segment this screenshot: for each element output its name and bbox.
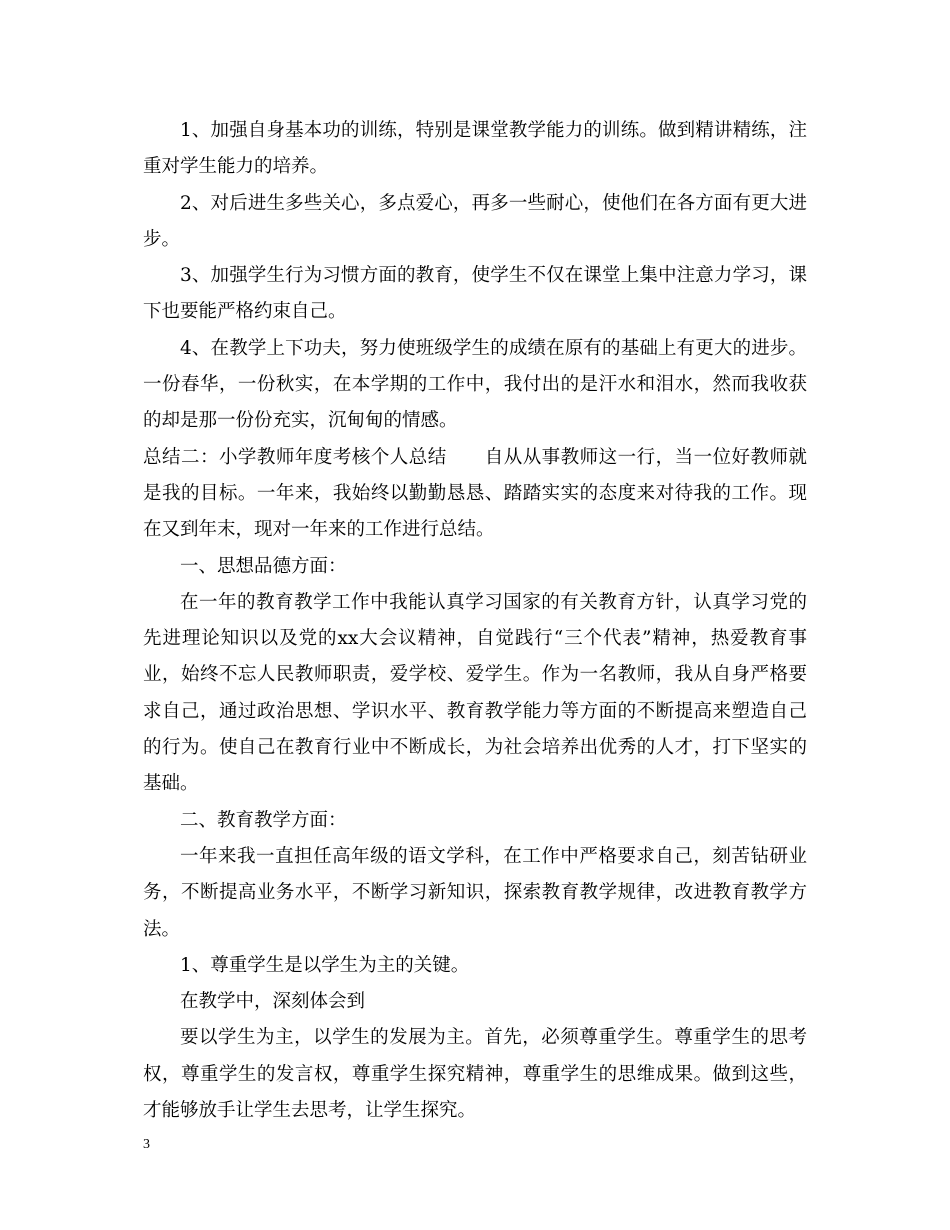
paragraph-4: 4、在教学上下功夫，努力使班级学生的成绩在原有的基础上有更大的进步。一份春华，一份秋实，在本学期的工作中，我付出的是汗水和泪水，然而我收获的却是那一份份充实，沉甸甸的情感。 — [143, 337, 807, 432]
page-number: 3 — [143, 1137, 150, 1152]
summary-two-heading-paragraph: 总结二：小学教师年度考核个人总结 自从从事教师这一行，当一位好教师就是我的目标。一年来，我始终以勤勤恳恳、踏踏实实的态度来对待我的工作。现在又到年末，现对一年来的工作进行总结。 — [143, 446, 807, 541]
section-heading-teaching: 二、教育教学方面： — [180, 809, 347, 831]
paragraph-teaching: 一年来我一直担任高年级的语文学科，在工作中严格要求自己，刻苦钻研业务，不断提高业务水平，不断学习新知识，探索教育教学规律，改进教育教学方法。 — [143, 845, 807, 940]
document-body — [143, 113, 807, 1129]
paragraph-1: 1、加强自身基本功的训练，特别是课堂教学能力的训练。做到精讲精练，注重对学生能力的培养。 — [143, 120, 807, 178]
paragraph-in-teaching: 在教学中，深刻体会到 — [180, 991, 366, 1013]
section-heading-ideology: 一、思想品德方面： — [180, 555, 347, 577]
paragraph-ideology: 在一年的教育教学工作中我能认真学习国家的有关教育方针，认真学习党的先进理论知识以及党的xx大会议精神，自觉践行“三个代表”精神，热爱教育事业，始终不忘人民教师职责，爱学校、爱学生。作为一名教师，我从自身严格要求自己，通过政治思想、学识水平、教育教学能力等方面的不断提高来塑造自己的行为。使自己在教育行业中不断成长，为社会培养出优秀的人才，打下坚实的基础。 — [143, 591, 807, 795]
subheading-respect-students: 1、尊重学生是以学生为主的关键。 — [180, 954, 470, 976]
paragraph-2: 2、对后进生多些关心，多点爱心，再多一些耐心，使他们在各方面有更大进步。 — [143, 192, 807, 250]
paragraph-student-centered: 要以学生为主，以学生的发展为主。首先，必须尊重学生。尊重学生的思考权，尊重学生的发言权，尊重学生探究精神，尊重学生的思维成果。做到这些，才能够放手让学生去思考，让学生探究。 — [143, 1027, 807, 1122]
paragraph-3: 3、加强学生行为习惯方面的教育，使学生不仅在课堂上集中注意力学习，课下也要能严格约束自己。 — [143, 265, 807, 323]
